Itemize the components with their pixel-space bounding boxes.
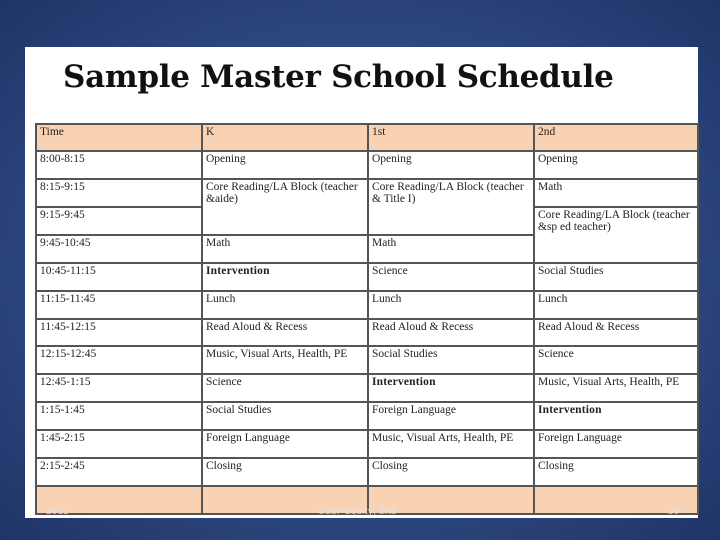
first-cell: Science xyxy=(368,263,534,291)
footer-date: 2012 xyxy=(46,507,69,517)
time-cell: 9:15-9:45 xyxy=(36,207,202,235)
k-cell: Lunch xyxy=(202,291,368,319)
k-cell: Social Studies xyxy=(202,402,368,430)
header-time: Time xyxy=(36,124,202,151)
second-cell: Read Aloud & Recess xyxy=(534,319,698,347)
second-cell: Social Studies xyxy=(534,263,698,291)
first-cell: Foreign Language xyxy=(368,402,534,430)
time-cell: 2:15-2:45 xyxy=(36,458,202,486)
k-cell: Foreign Language xyxy=(202,430,368,458)
time-cell: 1:45-2:15 xyxy=(36,430,202,458)
slide xyxy=(25,47,698,518)
time-cell: 12:45-1:15 xyxy=(36,374,202,402)
table-row xyxy=(36,430,698,458)
first-cell: Music, Visual Arts, Health, PE xyxy=(368,430,534,458)
first-cell: Social Studies xyxy=(368,346,534,374)
table-row xyxy=(36,402,698,430)
k-cell: Science xyxy=(202,374,368,402)
first-cell: Intervention xyxy=(368,374,534,402)
first-cell: Lunch xyxy=(368,291,534,319)
table-row xyxy=(36,179,698,207)
first-cell: Core Reading/LA Block (teacher & Title I) xyxy=(368,179,534,235)
time-cell: 12:15-12:45 xyxy=(36,346,202,374)
second-cell: Science xyxy=(534,346,698,374)
schedule-table xyxy=(35,123,699,515)
second-cell: Lunch xyxy=(534,291,698,319)
header-k: K xyxy=(202,124,368,151)
second-cell: Intervention xyxy=(534,402,698,430)
table-row xyxy=(36,346,698,374)
first-cell: Math xyxy=(368,235,534,263)
table-row xyxy=(36,291,698,319)
second-cell: Foreign Language xyxy=(534,430,698,458)
slide-number: 30 xyxy=(668,507,680,517)
k-cell: Music, Visual Arts, Health, PE xyxy=(202,346,368,374)
first-cell: Opening xyxy=(368,151,534,179)
second-cell: Opening xyxy=(534,151,698,179)
second-cell: Math xyxy=(534,179,698,207)
first-cell: Read Aloud & Recess xyxy=(368,319,534,347)
time-cell: 8:00-8:15 xyxy=(36,151,202,179)
table-row xyxy=(36,458,698,486)
second-cell: Core Reading/LA Block (teacher &sp ed teacher) xyxy=(534,207,698,263)
slide-title: Sample Master School Schedule xyxy=(63,59,614,95)
k-cell: Intervention xyxy=(202,263,368,291)
k-cell: Read Aloud & Recess xyxy=(202,319,368,347)
table-row xyxy=(36,374,698,402)
k-cell: Closing xyxy=(202,458,368,486)
table-row xyxy=(36,319,698,347)
table-row xyxy=(36,263,698,291)
time-cell: 1:15-1:45 xyxy=(36,402,202,430)
table-row xyxy=(36,151,698,179)
header-row xyxy=(36,124,698,151)
time-cell: 11:45-12:15 xyxy=(36,319,202,347)
first-cell: Closing xyxy=(368,458,534,486)
footer-source: OSEP Equity, SRS xyxy=(318,507,397,517)
second-cell: Closing xyxy=(534,458,698,486)
k-cell: Core Reading/LA Block (teacher &aide) xyxy=(202,179,368,235)
time-cell: 11:15-11:45 xyxy=(36,291,202,319)
header-2nd: 2nd xyxy=(534,124,698,151)
k-cell: Math xyxy=(202,235,368,263)
header-1st: 1st xyxy=(368,124,534,151)
time-cell: 8:15-9:15 xyxy=(36,179,202,207)
k-cell: Opening xyxy=(202,151,368,179)
second-cell: Music, Visual Arts, Health, PE xyxy=(534,374,698,402)
time-cell: 9:45-10:45 xyxy=(36,235,202,263)
time-cell: 10:45-11:15 xyxy=(36,263,202,291)
